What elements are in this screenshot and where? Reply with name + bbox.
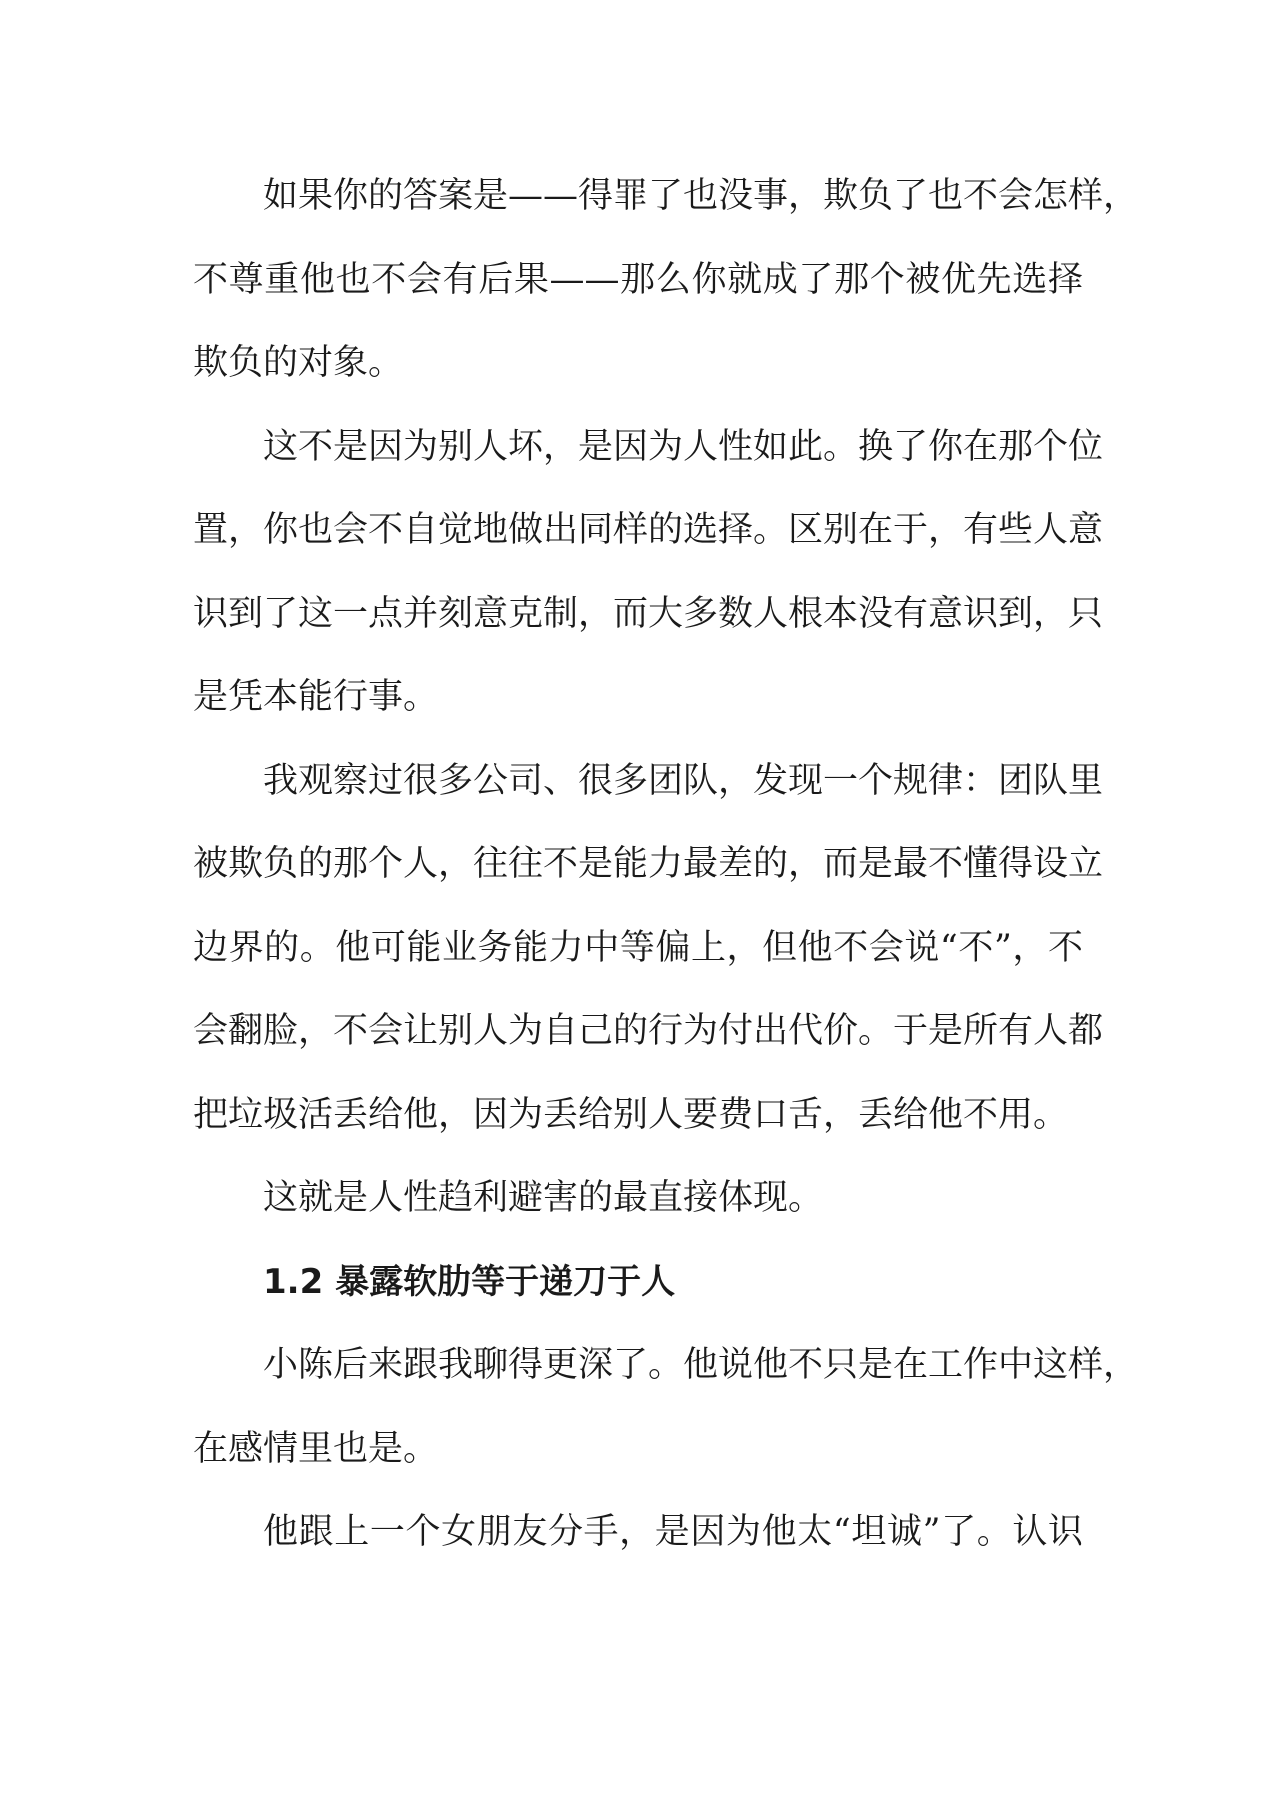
paragraph-line: 边界的。他可能业务能力中等偏上，但他不会说“不”，不 bbox=[193, 927, 1083, 968]
paragraph-line: 小陈后来跟我聊得更深了。他说他不只是在工作中这样， bbox=[263, 1345, 1139, 1385]
paragraph-line: 识到了这一点并刻意克制，而大多数人根本没有意识到，只 bbox=[193, 593, 1104, 634]
section-heading: 1.2 暴露软肋等于递刀于人 bbox=[263, 1261, 676, 1302]
paragraph-line: 被欺负的那个人，往往不是能力最差的，而是最不懂得设立 bbox=[193, 844, 1104, 884]
paragraph-line: 他跟上一个女朋友分手，是因为他太“坦诚”了。认识 bbox=[263, 1512, 1083, 1552]
paragraph-line: 把垃圾活丢给他，因为丢给别人要费口舌，丢给他不用。 bbox=[193, 1094, 1069, 1135]
paragraph-line: 这就是人性趋利避害的最直接体现。 bbox=[263, 1178, 824, 1218]
paragraph-line: 在感情里也是。 bbox=[193, 1428, 439, 1469]
paragraph-line: 欺负的对象。 bbox=[193, 343, 404, 383]
paragraph-line: 置，你也会不自觉地做出同样的选择。区别在于，有些人意 bbox=[193, 510, 1104, 550]
document-body bbox=[193, 155, 1139, 1575]
paragraph-line: 是凭本能行事。 bbox=[193, 677, 439, 717]
paragraph-line: 我观察过很多公司、很多团队，发现一个规律：团队里 bbox=[263, 760, 1104, 801]
paragraph-line: 这不是因为别人坏，是因为人性如此。换了你在那个位 bbox=[263, 426, 1104, 467]
paragraph-line: 如果你的答案是——得罪了也没事，欺负了也不会怎样， bbox=[263, 176, 1139, 216]
paragraph-line: 不尊重他也不会有后果——那么你就成了那个被优先选择 bbox=[193, 259, 1083, 300]
paragraph-line: 会翻脸，不会让别人为自己的行为付出代价。于是所有人都 bbox=[193, 1011, 1104, 1051]
